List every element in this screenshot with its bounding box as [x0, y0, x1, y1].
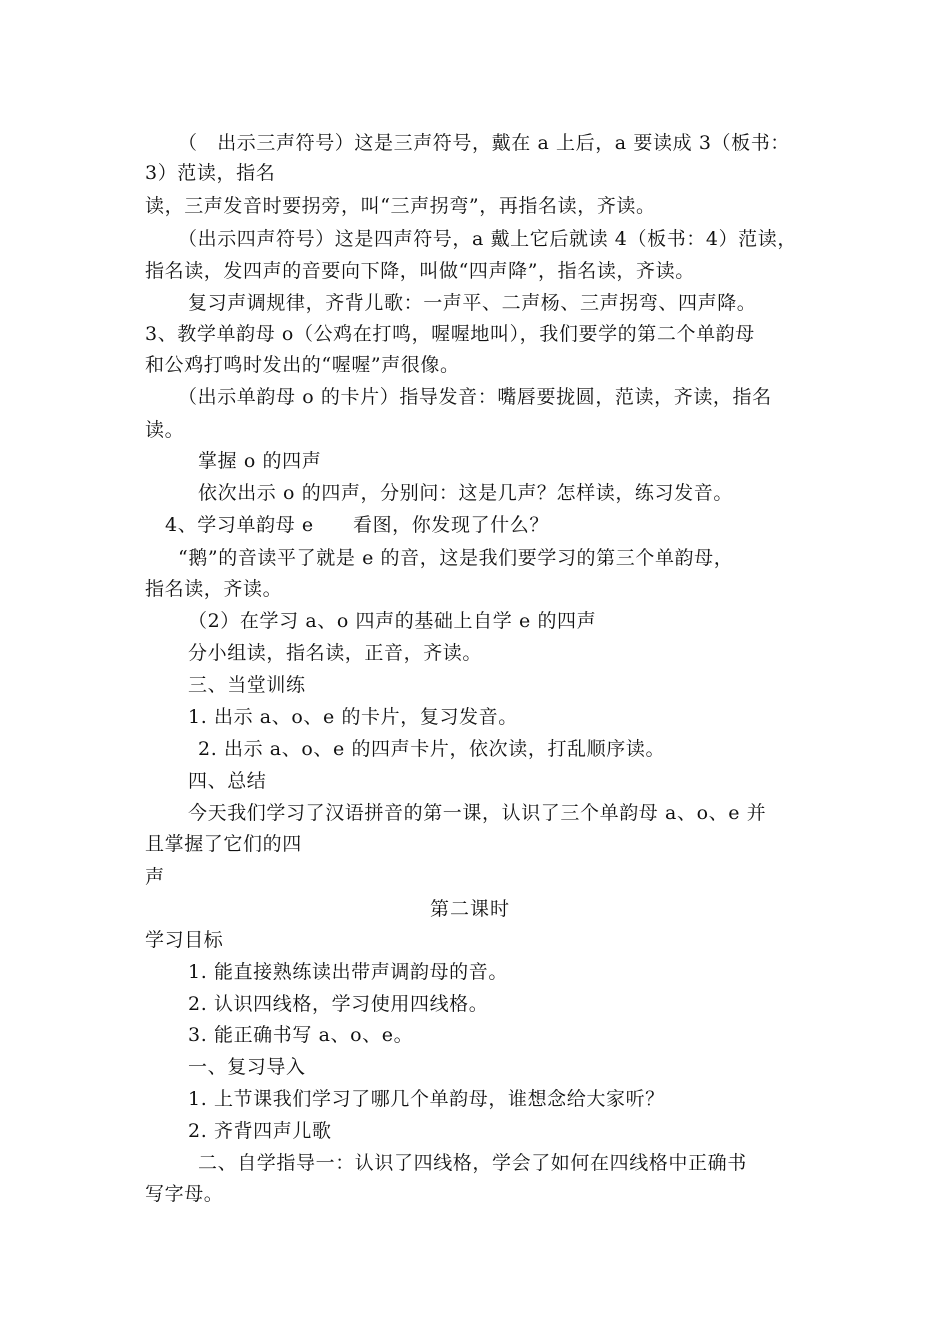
list-item: 1. 能直接熟练读出带声调韵母的音。: [188, 961, 508, 983]
text-line: 掌握 o 的四声: [198, 450, 322, 472]
text-line: “鹅”的音读平了就是 e 的音，这是我们要学习的第三个单韵母，: [178, 547, 734, 569]
text-line: （ 出示三声符号）这是三声符号，戴在 a 上后，a 要读成 3（板书：: [178, 132, 790, 154]
text-line: 二、自学指导一：认识了四线格，学会了如何在四线格中正确书: [198, 1152, 747, 1174]
text-line: 4、学习单韵母 e 看图，你发现了什么？: [165, 514, 549, 536]
list-item: 2. 齐背四声儿歌: [188, 1120, 332, 1142]
text-line: 3、教学单韵母 o（公鸡在打鸣，喔喔地叫），我们要学的第二个单韵母: [145, 323, 755, 345]
text-line: 今天我们学习了汉语拼音的第一课，认识了三个单韵母 a、o、e 并: [188, 802, 767, 824]
text-line: 复习声调规律，齐背儿歌：一声平、二声杨、三声拐弯、四声降。: [188, 292, 757, 314]
text-line: 读，三声发音时要拐旁，叫“三声拐弯”，再指名读，齐读。: [145, 195, 656, 217]
list-item: 2. 出示 a、o、e 的四声卡片，依次读，打乱顺序读。: [198, 738, 666, 760]
text-line: 分小组读，指名读，正音，齐读。: [188, 642, 483, 664]
list-item: 2. 认识四线格，学习使用四线格。: [188, 993, 489, 1015]
lesson-title: 第二课时: [430, 898, 511, 920]
text-line: 指名读，齐读。: [145, 578, 283, 600]
text-line: 依次出示 o 的四声，分别问：这是几声？怎样读，练习发音。: [198, 482, 733, 504]
text-line: 且掌握了它们的四: [145, 833, 302, 855]
text-line: 3）范读，指名: [145, 162, 276, 184]
text-line: （出示单韵母 o 的卡片）指导发音：嘴唇要拢圆，范读，齐读，指名: [178, 386, 772, 408]
section-heading: 一、复习导入: [188, 1056, 306, 1078]
text-line: （2）在学习 a、o 四声的基础上自学 e 的四声: [188, 610, 597, 632]
list-item: 1. 上节课我们学习了哪几个单韵母，谁想念给大家听？: [188, 1088, 665, 1110]
text-line: 声: [145, 866, 165, 888]
text-line: 指名读，发四声的音要向下降，叫做“四声降”，指名读，齐读。: [145, 260, 695, 282]
section-heading: 四、总结: [188, 770, 267, 792]
text-line: 写字母。: [145, 1183, 224, 1205]
section-heading: 三、当堂训练: [188, 674, 306, 696]
text-line: 和公鸡打鸣时发出的“喔喔”声很像。: [145, 354, 460, 376]
text-line: 读。: [145, 419, 185, 441]
section-heading: 学习目标: [145, 929, 224, 951]
list-item: 1. 出示 a、o、e 的卡片，复习发音。: [188, 706, 518, 728]
text-line: （出示四声符号）这是四声符号，a 戴上它后就读 4（板书：4）范读，: [178, 228, 797, 250]
list-item: 3. 能正确书写 a、o、e。: [188, 1024, 414, 1046]
